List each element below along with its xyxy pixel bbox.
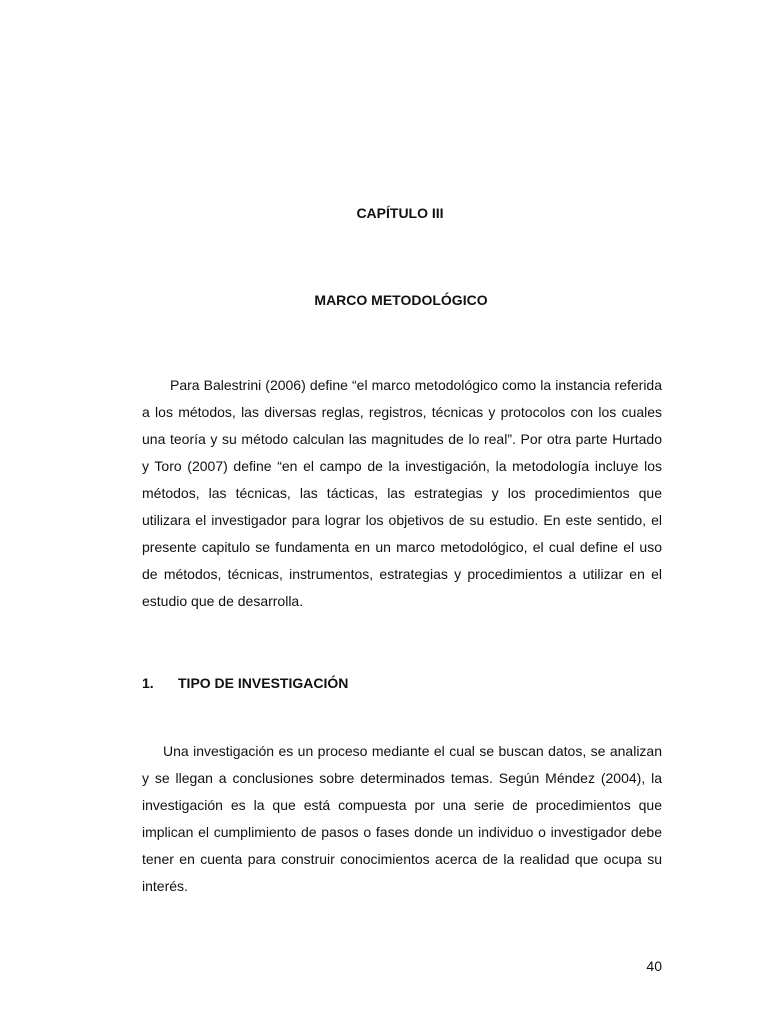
body-paragraph-intro: Para Balestrini (2006) define “el marco metodológico como la instancia referida a los métodos, las diversas reglas, registros, técnicas y protocolos con los cuales una teoría y su método calculan las magnitudes de lo real”. Por otra parte Hurtado y Toro (2007) define “en el campo de la investigación, la metodología incluye los métodos, las técnicas, las tácticas, las estrategias y los procedimientos que utilizara el investigador para lograr los objetivos de su estudio. En este sentido, el presente capitulo se fundamenta en un marco metodológico, el cual define el uso de métodos, técnicas, instrumentos, estrategias y procedimientos a utilizar en el estudio que de desarrolla. [142,377,662,609]
chapter-title: CAPÍTULO III [356,205,444,221]
subsection-number: 1. [142,675,154,691]
body-paragraph-research-type: Una investigación es un proceso mediante el cual se buscan datos, se analizan y se llegan a conclusiones sobre determinados temas. Según Méndez (2004), la investigación es la que está compuesta por una serie de procedimientos que implican el cumplimiento de pasos o fases donde un individuo o investigador debe tener en cuenta para construir conocimientos acerca de la realidad que ocupa su interés. [142,743,662,894]
subsection-title: TIPO DE INVESTIGACIÓN [178,675,349,691]
page-number: 40 [646,958,662,974]
section-title: MARCO METODOLÓGICO [314,292,488,308]
subsection-heading [142,675,348,691]
